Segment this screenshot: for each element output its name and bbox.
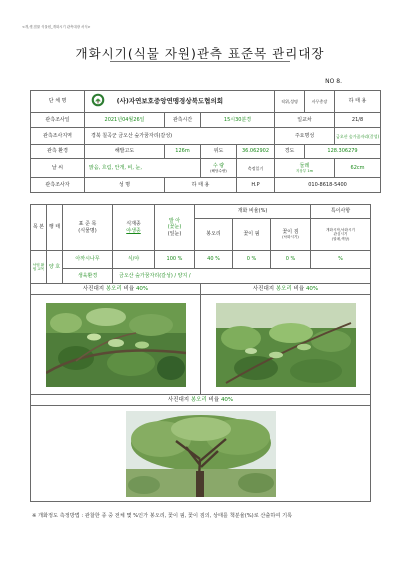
photo3-ratio-label: 비율 [208,396,220,403]
girth-value: 62cm [335,159,381,178]
tree-condition: 양 호 [47,251,63,284]
date-label: 관측조사일 [31,113,85,128]
habitat-label: 생육환경 [63,269,113,284]
tree-table [30,204,371,284]
photo1-state: 봉오리 [105,285,122,292]
org-name: (사)자연보호중앙연맹경상북도협의회 [116,97,223,105]
phone-label: H.P [237,178,275,193]
col-bud: 봉오리 [195,219,233,251]
photo-branch-leaves-2 [216,303,356,387]
wilt-value: 0 % [271,251,311,269]
daily-range-label: 일교차 [275,113,335,128]
photo3-cell [31,406,371,502]
photo3-ratio: 40% [220,396,234,403]
col-special-detail [311,219,371,251]
survey-sub: (해당수량) [210,168,227,173]
observation-date: 2021년04월26일 [85,113,165,128]
photo1-cell [31,295,201,395]
position-label: 직위,성명 [275,91,305,113]
girth-label: 둘레 [299,162,310,169]
plant-origin: 식/야 [113,251,155,269]
info-table [30,90,381,193]
observer-name-label: 성 명 [85,178,165,193]
page-title: 개화시기(식물 자원)관측 표준목 관리대장 [75,46,325,61]
observer-label: 관측조사자 [31,178,85,193]
photo1-ratio-label: 비율 [123,285,135,292]
girth-cell [275,159,335,178]
col-wilt-label: 꽃이 짐 [282,229,299,236]
tree-type: 낙엽 활엽 교목 [31,251,47,284]
sprout-value: 100 % [155,251,195,269]
weather-label: 날 씨 [31,159,85,178]
photo2-cell [201,295,371,395]
col-sprout-label: 발 아 [168,218,181,225]
longitude-label: 경도 [275,145,305,159]
photo3-caption [31,395,371,406]
col-wilt-sub: (낙화시기) [282,235,299,240]
plant-name: 아까시나무 [63,251,113,269]
longitude: 128.306279 [305,145,381,159]
org-label: 단 체 명 [31,91,85,113]
spot: 금오산 숲가꿈자리(갈성) [335,128,381,145]
measure-label: 측정일기 [237,159,275,178]
env-label: 관측 환경 [31,145,85,159]
time-label: 관측시간 [165,113,201,128]
col-origin [113,205,155,251]
col-origin-planted: 식재종 [126,221,141,228]
altitude: 126m [165,145,201,159]
col-origin-wild: 야생종 [126,227,141,234]
habitat: 금오산 숲가꿈자리(갈성) / 양지 / [113,269,371,284]
region: 경북 칠곡군 금오산 숲가꿈자리(갈성) [85,128,275,145]
col-special: 특이사항 [311,205,371,219]
person-name: 하 태 용 [335,91,381,113]
special-c: (열매,색상) [331,236,350,241]
girth-sub: 지상부 1m [295,168,314,173]
weather: 맑음, 흐림, 안개, 비, 눈, [85,159,201,178]
observation-time: 15시30분경 [201,113,275,128]
region-label: 관측조사지역 [31,128,85,145]
bloom-value: 0 % [233,251,271,269]
title-underline [110,61,290,62]
latitude: 36.062902 [237,145,275,159]
col-plant [63,205,113,251]
photo-branch-leaves-1 [46,303,186,387]
position: 사무총장 [305,91,335,113]
footnote: ※ 개화정도 측정방법 : 관찰한 종 중 전체 몇 %인가 봉오리, 꽃이 핌, 꽃이 짐의, 상태를 책분율(%)로 산출하여 기록 [32,513,293,519]
survey-label: 수 량 [212,162,225,169]
col-plant-sub: (식물명) [78,227,97,234]
photo2-caption [201,284,371,295]
photo3-state: 봉오리 [190,396,207,403]
latitude-label: 위도 [201,145,237,159]
spot-label: 주요명성 [275,128,335,145]
photo1-prefix: 사진대지 [82,285,105,292]
daily-range: 21/8 [335,113,381,128]
photo2-ratio: 40% [305,285,319,292]
photo2-state: 봉오리 [275,285,292,292]
col-wilt [271,219,311,251]
document-number: NO 8. [325,78,342,85]
col-bloom: 꽃이 핌 [233,219,271,251]
photo3-prefix: 사진대지 [167,396,190,403]
observer-name: 하 태 용 [165,178,237,193]
survey-cell [201,159,237,178]
photo-tree-canopy [126,411,276,497]
org-logo-icon [91,93,105,109]
bud-value: 40 % [195,251,233,269]
altitude-label: 해발고도 [85,145,165,159]
col-group-bloom: 개화 비율(%) [195,205,311,219]
phone: 010-8618-5400 [275,178,381,193]
special-a: 개화시작,낙화시기 [326,227,355,232]
form-reference: <개,생,법률 식물원_개화시기 관측대장 서식> [22,25,91,29]
col-sprout-flower: (꽃눈) [167,224,182,231]
col-sprout [155,205,195,251]
photo-table [30,283,371,502]
photo2-ratio-label: 비율 [293,285,305,292]
org-cell [85,91,275,113]
col-form: 행 태 [47,205,63,251]
photo1-caption [31,284,201,295]
col-plant-label: 표 준 목 [78,221,97,228]
col-sprout-leaf: (잎눈) [167,230,182,237]
special-b: 관심시기 [333,232,348,237]
special-value: % [311,251,371,269]
col-woody: 목 본 [31,205,47,251]
photo2-prefix: 사진대지 [252,285,275,292]
photo1-ratio: 40% [135,285,149,292]
